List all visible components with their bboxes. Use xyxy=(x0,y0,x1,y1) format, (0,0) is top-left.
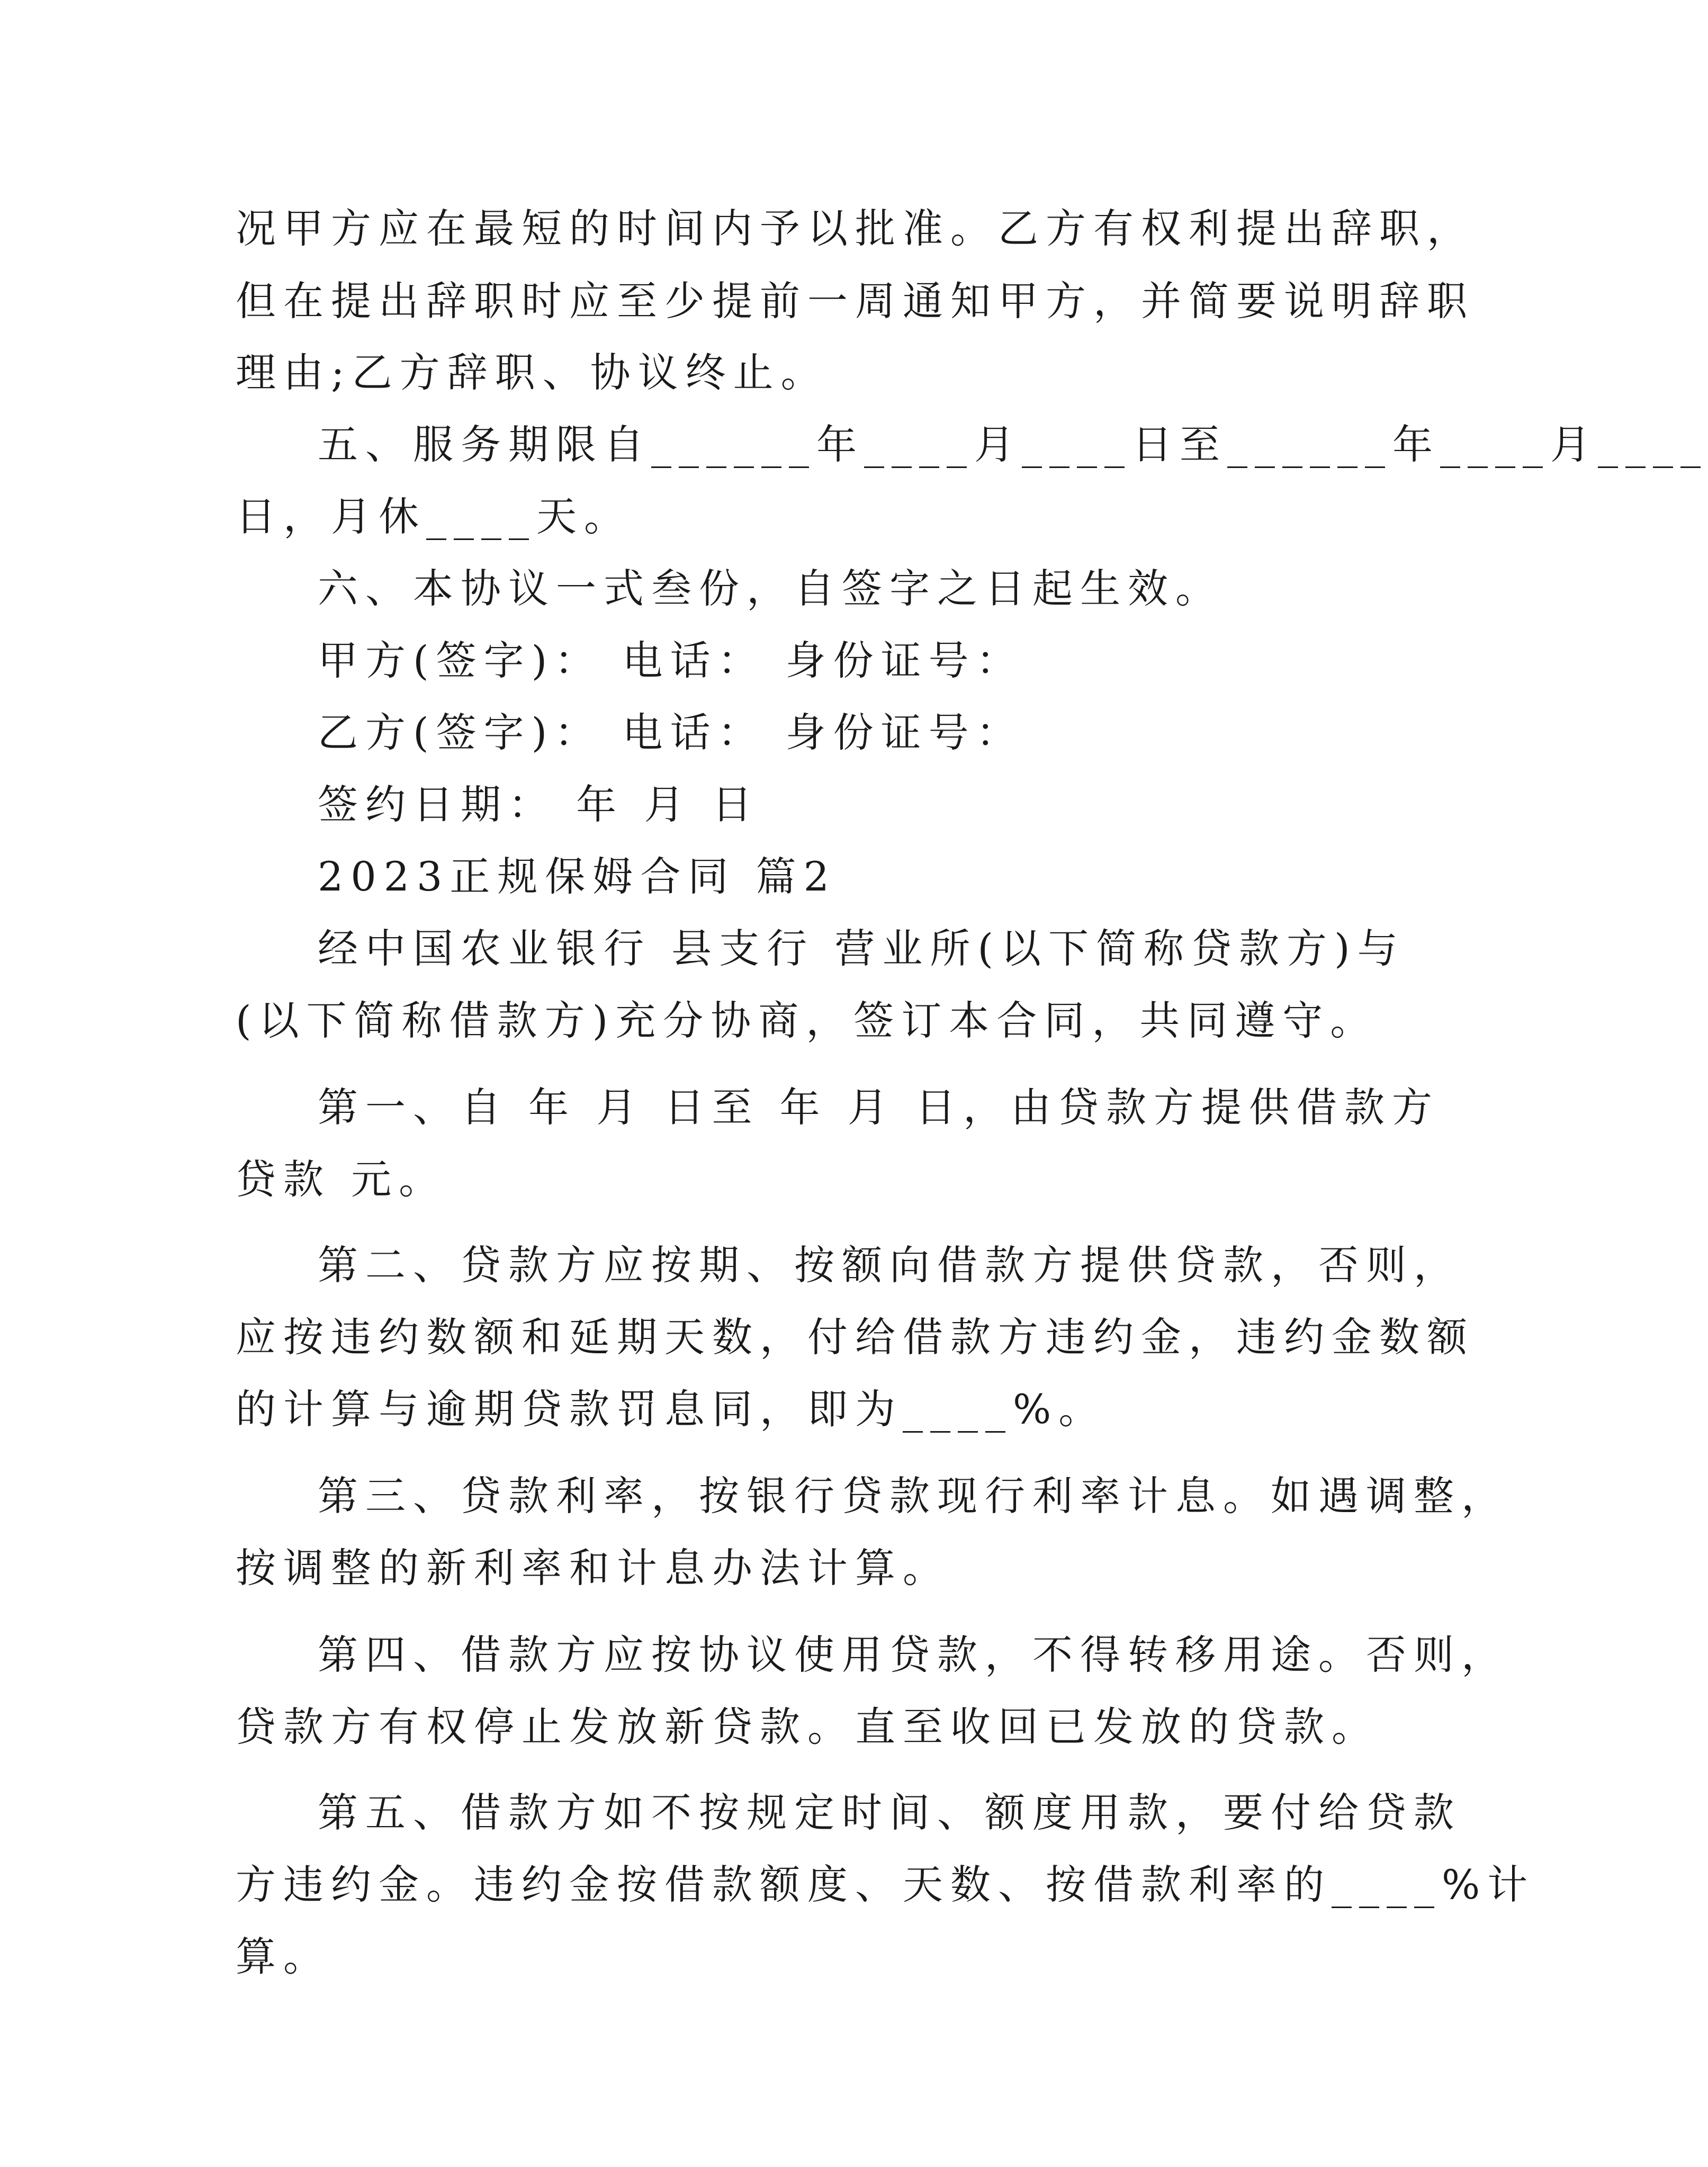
text-line: 第四、借款方应按协议使用贷款，不得转移用途。否则， xyxy=(318,1631,1509,1678)
text-line: 的计算与逾期贷款罚息同，即为____%。 xyxy=(236,1386,1107,1433)
text-line: 第五、借款方如不按规定时间、额度用款，要付给贷款 xyxy=(318,1789,1461,1836)
text-line: (以下简称借款方)充分协商，签订本合同，共同遵守。 xyxy=(236,997,1378,1044)
text-line: 第一、自 年 月 日至 年 月 日，由贷款方提供借款方 xyxy=(318,1084,1440,1131)
text-line: 六、本协议一式叁份，自签字之日起生效。 xyxy=(318,565,1223,612)
signing-date-line: 签约日期： 年 月 日 xyxy=(318,781,760,828)
text-line: 日，月休____天。 xyxy=(236,493,632,540)
text-line: 按调整的新利率和计息办法计算。 xyxy=(236,1544,950,1591)
text-line: 方违约金。违约金按借款额度、天数、按借款利率的____%计 xyxy=(236,1861,1535,1908)
text-line: 第三、贷款利率，按银行贷款现行利率计息。如遇调整， xyxy=(318,1472,1509,1519)
text-line: 第二、贷款方应按期、按额向借款方提供贷款，否则， xyxy=(318,1242,1461,1289)
signature-line-party-b: 乙方(签字)： 电话： 身份证号： xyxy=(318,709,1024,756)
text-line: 况甲方应在最短的时间内予以批准。乙方有权利提出辞职， xyxy=(236,205,1475,252)
text-line: 但在提出辞职时应至少提前一周通知甲方，并简要说明辞职 xyxy=(236,277,1475,325)
text-line: 贷款方有权停止发放新贷款。直至收回已发放的贷款。 xyxy=(236,1703,1379,1750)
section-heading: 2023正规保姆合同 篇2 xyxy=(318,853,837,900)
text-line: 经中国农业银行 县支行 营业所(以下简称贷款方)与 xyxy=(318,925,1405,972)
text-line: 贷款 元。 xyxy=(236,1156,447,1203)
signature-line-party-a: 甲方(签字)： 电话： 身份证号： xyxy=(318,637,1024,684)
text-line: 五、服务期限自______年____月____日至______年____月____ xyxy=(318,421,1708,468)
text-line: 算。 xyxy=(236,1933,331,1980)
text-line: 应按违约数额和延期天数，付给借款方违约金，违约金数额 xyxy=(236,1314,1475,1361)
text-line: 理由;乙方辞职、协议终止。 xyxy=(236,349,829,396)
